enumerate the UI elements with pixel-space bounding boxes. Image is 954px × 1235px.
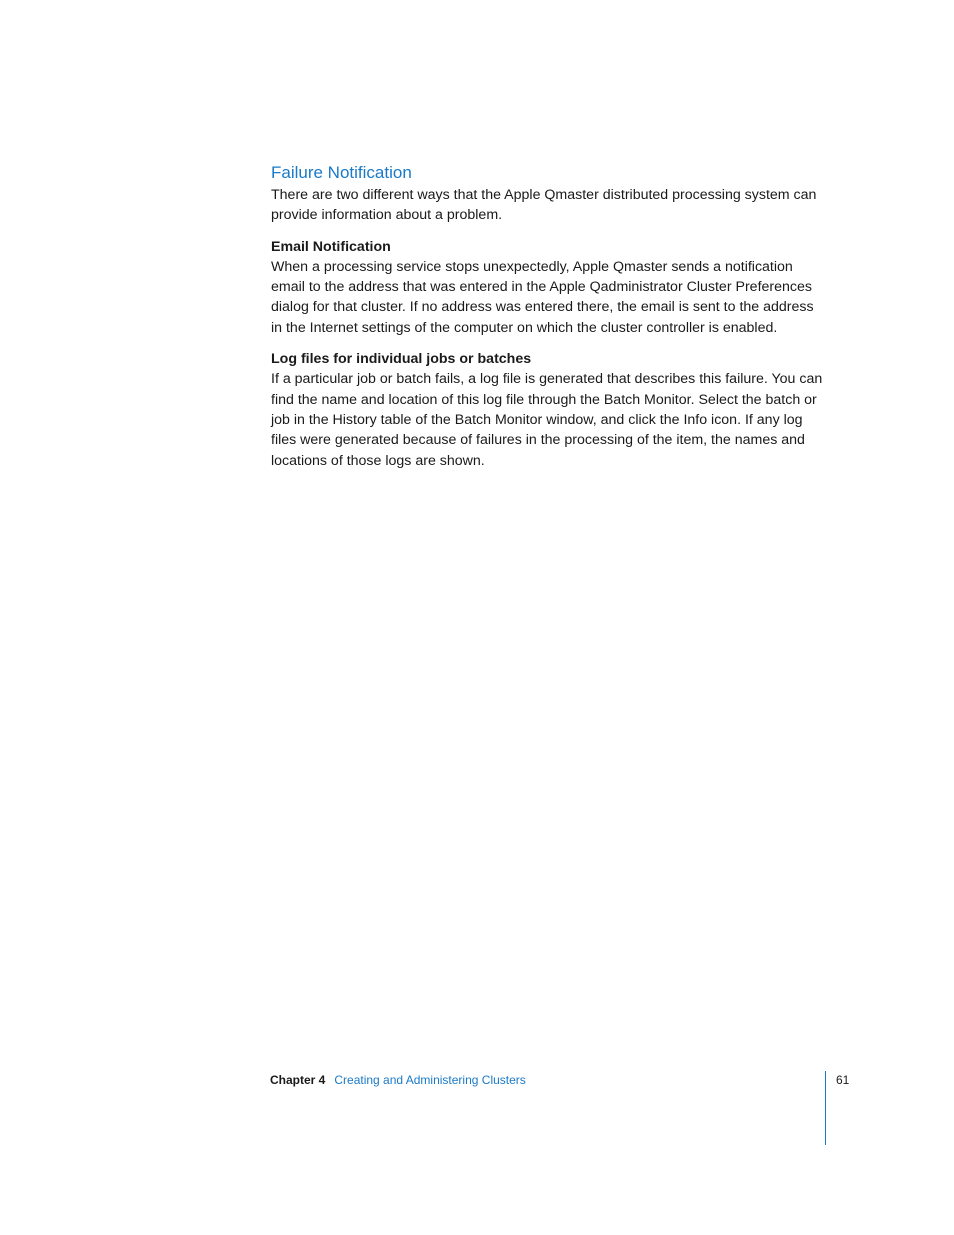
footer-chapter: [270, 1072, 526, 1088]
email-notification-heading: Email Notification: [271, 238, 391, 255]
chapter-title: Creating and Administering Clusters: [334, 1073, 526, 1087]
intro-paragraph: There are two different ways that the Apple Qmaster distributed processing system can provide information about a problem.: [271, 187, 817, 224]
log-files-paragraph: If a particular job or batch fails, a log file is generated that describes this failure. You can find the name and location of this log file through the Batch Monitor. Select the batch or job in the History table of the Batch Monitor window, and click the Info icon. If any log files were generated because of failures in the processing of the item, the names and locations of those logs are shown.: [271, 371, 823, 469]
section-title: Failure Notification: [271, 163, 412, 182]
page-number: 61: [836, 1073, 850, 1087]
log-files-heading: Log files for individual jobs or batches: [271, 351, 532, 368]
main-content: [271, 161, 827, 471]
email-notification-paragraph: When a processing service stops unexpectedly, Apple Qmaster sends a notification email to the address that was entered in the Apple Qadministrator Cluster Preferences dialog for that cluster. If no address was entered there, the email is sent to the address in the Internet settings of the computer on which the cluster controller is enabled.: [271, 258, 814, 336]
chapter-label: Chapter 4: [270, 1073, 326, 1087]
footer-divider: [825, 1071, 826, 1145]
